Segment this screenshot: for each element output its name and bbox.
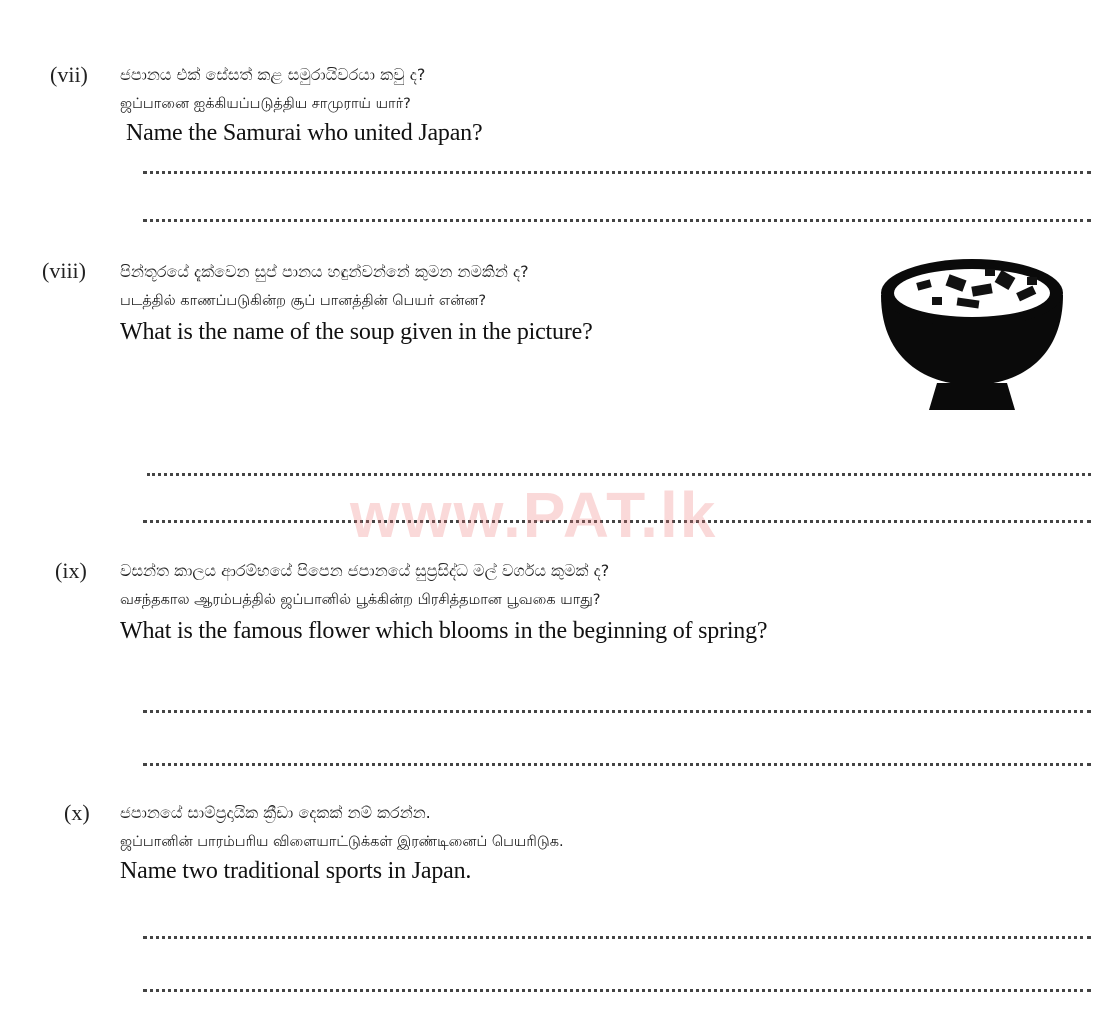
question-text-sinhala: ජපානය එක් සේසත් කළ සමුරායිවරයා කවු ද?: [120, 65, 426, 84]
answer-line[interactable]: [143, 219, 1091, 222]
question-text-tamil: ஜப்பானை ஐக்கியப்படுத்திய சாமுராய் யார்?: [120, 96, 411, 112]
question-text-sinhala: වසන්ත කාලය ආරම්භයේ පිපෙන ජපානයේ සුප්‍රසිද්ධ මල් වර්ගය කුමක් ද?: [120, 561, 610, 580]
question-text-sinhala: ජපානයේ සාම්ප්‍රදායික ක්‍රීඩා දෙකක් නම් කරන්න.: [120, 803, 431, 822]
question-number: (ix): [55, 558, 87, 583]
answer-line[interactable]: [143, 989, 1091, 992]
question-text-english: Name two traditional sports in Japan.: [120, 858, 472, 884]
answer-line[interactable]: [143, 710, 1091, 713]
question-text-english: What is the name of the soup given in the picture?: [120, 319, 593, 345]
question-number: (viii): [42, 258, 86, 283]
answer-line[interactable]: [143, 171, 1091, 174]
question-text-tamil: வசந்தகால ஆரம்பத்தில் ஜப்பானில் பூக்கின்ற பிரசித்தமான பூவகை யாது?: [120, 592, 601, 608]
miso-soup-bowl-icon: [877, 255, 1067, 415]
question-text-tamil: படத்தில் காணப்படுகின்ற சூப் பானத்தின் பெயர் என்ன?: [120, 293, 487, 309]
question-text-english: Name the Samurai who united Japan?: [126, 120, 483, 146]
question-text-sinhala: පින්තූරයේ දැක්වෙන සුප් පානය හඳුන්වන්නේ කුමන නමකින් ද?: [120, 262, 529, 281]
question-text-tamil: ஜப்பானின் பாரம்பரிய விளையாட்டுக்கள் இரண்டினைப் பெயரிடுக.: [120, 834, 564, 850]
watermark: www.PAT.lk: [350, 479, 718, 551]
answer-line[interactable]: [143, 763, 1091, 766]
answer-line[interactable]: [143, 936, 1091, 939]
answer-line[interactable]: [147, 473, 1091, 476]
question-text-english: What is the famous flower which blooms in the beginning of spring?: [120, 618, 768, 644]
question-number: (vii): [50, 62, 88, 87]
question-number: (x): [64, 800, 90, 825]
